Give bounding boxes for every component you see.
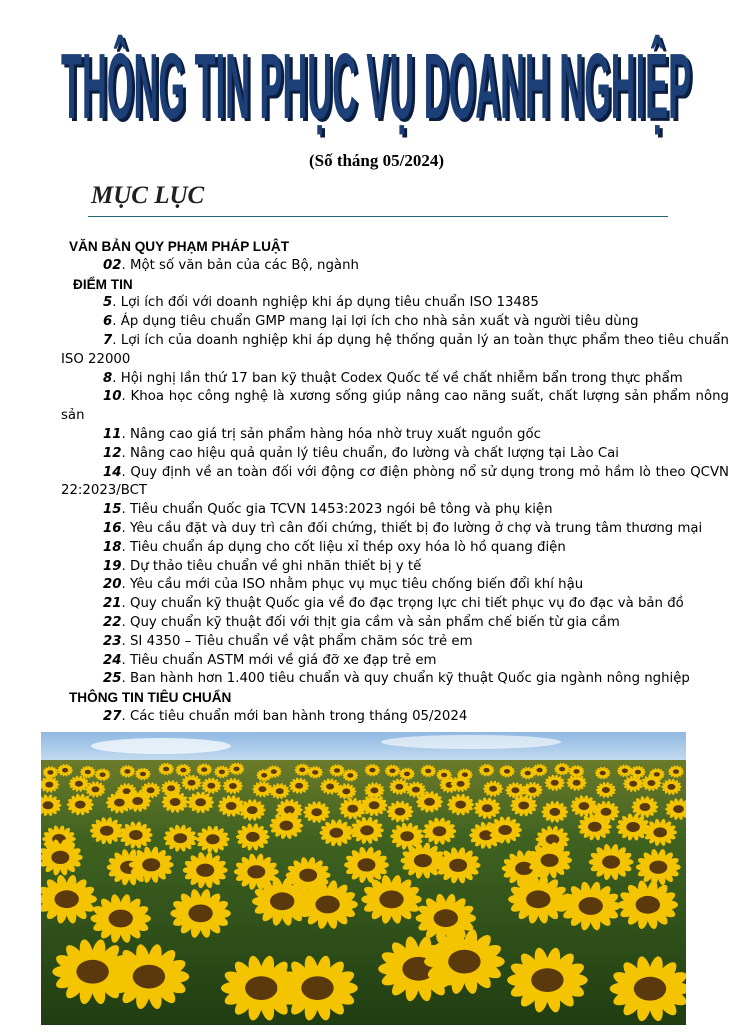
issue-number: (Số tháng 05/2024) (308, 151, 445, 170)
toc-entry-separator: . (121, 633, 130, 649)
toc-entry[interactable] (61, 426, 729, 445)
toc-entry-page: 5 (103, 295, 113, 311)
toc-entry-title: Dự thảo tiêu chuẩn về ghi nhãn thiết bị y tế (129, 558, 422, 574)
toc-entry-page: 27 (103, 708, 122, 724)
toc-entry[interactable] (61, 294, 729, 313)
toc-entry[interactable] (61, 614, 729, 633)
toc-entry[interactable] (61, 558, 729, 577)
toc-entry-title: Áp dụng tiêu chuẩn GMP mang lại lợi ích cho nhà sản xuất và người tiêu dùng (120, 314, 639, 330)
toc-entry[interactable] (61, 370, 729, 389)
toc-entry[interactable] (61, 445, 729, 464)
toc-entry-separator: . (112, 332, 121, 348)
toc-entry-separator: . (121, 520, 130, 536)
toc-heading: MỤC LỤC (91, 182, 205, 209)
masthead (0, 18, 753, 148)
toc-entry-title: Nâng cao hiệu quả quản lý tiêu chuẩn, đo lường và chất lượng tại Lào Cai (129, 445, 619, 461)
toc-entry[interactable] (61, 464, 729, 502)
toc-entry-title: Quy chuẩn kỹ thuật Quốc gia về đo đạc trọng lực chi tiết phục vụ đo đạc và bản đồ (129, 596, 684, 612)
toc-entry[interactable] (61, 670, 729, 689)
toc-entry-page: 18 (103, 539, 122, 555)
toc-entry[interactable] (61, 652, 729, 671)
masthead-title: THÔNG TIN PHỤC VỤ DOANH NGHIỆP (61, 33, 692, 139)
toc-entry-title: Ban hành hơn 1.400 tiêu chuẩn và quy chuẩn kỹ thuật Quốc gia ngành nông nghiệp (129, 671, 690, 687)
toc-section-title: THÔNG TIN TIÊU CHUẨN (69, 690, 232, 706)
toc-entry-title: Lợi ích của doanh nghiệp khi áp dụng hệ thống quản lý an toàn thực phẩm theo tiêu chuẩn ISO 22000 (61, 332, 729, 367)
toc-entry-separator: . (121, 257, 130, 273)
toc-entry[interactable] (61, 595, 729, 614)
toc-entry-title: Một số văn bản của các Bộ, ngành (129, 257, 359, 273)
toc-divider (88, 216, 668, 217)
toc-entry[interactable] (61, 539, 729, 558)
toc-entry-separator: . (112, 370, 121, 386)
toc-entry-page: 22 (103, 614, 122, 630)
toc-entry-separator: . (121, 577, 130, 593)
toc-entry-separator: . (121, 445, 130, 461)
toc-entry-page: 12 (103, 445, 122, 461)
toc-entry-separator: . (121, 596, 130, 612)
toc-entry-page: 02 (103, 257, 122, 273)
toc-entry-title: SI 4350 – Tiêu chuẩn về vật phẩm chăm sóc trẻ em (129, 633, 473, 649)
sunflower-field-image (41, 732, 686, 1025)
masthead-title-shadow: THÔNG TIN PHỤC VỤ DOANH NGHIỆP (64, 36, 695, 142)
toc-entry-separator: . (121, 389, 131, 405)
cloud (381, 735, 561, 749)
toc-entry-title: Tiêu chuẩn Quốc gia TCVN 1453:2023 ngói bê tông và phụ kiện (129, 502, 553, 518)
toc-entry-page: 6 (103, 314, 113, 330)
toc-entry[interactable] (61, 576, 729, 595)
toc-entry-page: 19 (103, 558, 122, 574)
toc-entry[interactable] (61, 257, 729, 276)
toc-entry-page: 14 (103, 464, 122, 480)
toc-entry-title: Quy định về an toàn đối với động cơ điện phòng nổ sử dụng trong mỏ hầm lò theo QCVN 22:2023/BCT (61, 464, 729, 499)
toc-entry-page: 10 (103, 389, 122, 405)
toc-entry-separator: . (121, 708, 130, 724)
toc-entry-page: 7 (103, 332, 113, 348)
toc-entry-title: Nâng cao giá trị sản phẩm hàng hóa nhờ truy xuất nguồn gốc (129, 426, 541, 442)
toc-entry-separator: . (121, 426, 130, 442)
toc-entry[interactable] (61, 388, 729, 426)
toc-entry-separator: . (112, 314, 121, 330)
toc-entry[interactable] (61, 332, 729, 370)
toc-entry-separator: . (121, 614, 130, 630)
toc-entry-title: Yêu cầu đặt và duy trì cân đối chứng, thiết bị đo lường ở chợ và trung tâm thương mại (129, 520, 703, 536)
toc-entry-title: Các tiêu chuẩn mới ban hành trong tháng 05/2024 (129, 708, 468, 724)
toc-entry-separator: . (112, 295, 121, 311)
toc-entry-title: Tiêu chuẩn ASTM mới về giá đỡ xe đạp trẻ em (129, 652, 437, 668)
toc-entry-page: 11 (103, 426, 122, 442)
table-of-contents (61, 238, 729, 727)
toc-entry-title: Khoa học công nghệ là xương sống giúp nâng cao năng suất, chất lượng sản phẩm nông sản (61, 389, 729, 424)
toc-entry-title: Quy chuẩn kỹ thuật đối với thịt gia cầm và sản phẩm chế biến từ gia cầm (129, 614, 620, 630)
toc-entry[interactable] (61, 633, 729, 652)
toc-entry-page: 21 (103, 596, 122, 612)
toc-entry-separator: . (121, 464, 131, 480)
toc-entry-title: Yêu cầu mới của ISO nhằm phục vụ mục tiêu chống biến đổi khí hậu (129, 577, 584, 593)
toc-section-title: VĂN BẢN QUY PHẠM PHÁP LUẬT (69, 239, 290, 254)
toc-entry-page: 25 (103, 671, 122, 687)
toc-entry[interactable] (61, 708, 729, 727)
toc-entry-separator: . (121, 652, 130, 668)
toc-entry-separator: . (121, 671, 130, 687)
toc-entry-page: 16 (103, 520, 122, 536)
toc-entry-separator: . (121, 558, 130, 574)
toc-entry-page: 20 (103, 577, 122, 593)
toc-entry-title: Hội nghị lần thứ 17 ban kỹ thuật Codex Quốc tế về chất nhiễm bẩn trong thực phẩm (120, 370, 683, 386)
toc-entry-title: Lợi ích đối với doanh nghiệp khi áp dụng tiêu chuẩn ISO 13485 (120, 295, 539, 311)
toc-entry-page: 15 (103, 502, 122, 518)
toc-entry-page: 24 (103, 652, 122, 668)
toc-section-title: ĐIỂM TIN (73, 276, 133, 292)
toc-entry-title: Tiêu chuẩn áp dụng cho cốt liệu xỉ thép oxy hóa lò hồ quang điện (129, 539, 566, 555)
toc-entry[interactable] (61, 313, 729, 332)
toc-entry[interactable] (61, 501, 729, 520)
toc-entry-page: 8 (103, 370, 113, 386)
toc-entry-page: 23 (103, 633, 122, 649)
cloud (91, 738, 231, 754)
toc-entry-separator: . (121, 539, 130, 555)
toc-entry[interactable] (61, 520, 729, 539)
masthead-title-graphic (0, 18, 753, 148)
toc-entry-separator: . (121, 502, 130, 518)
